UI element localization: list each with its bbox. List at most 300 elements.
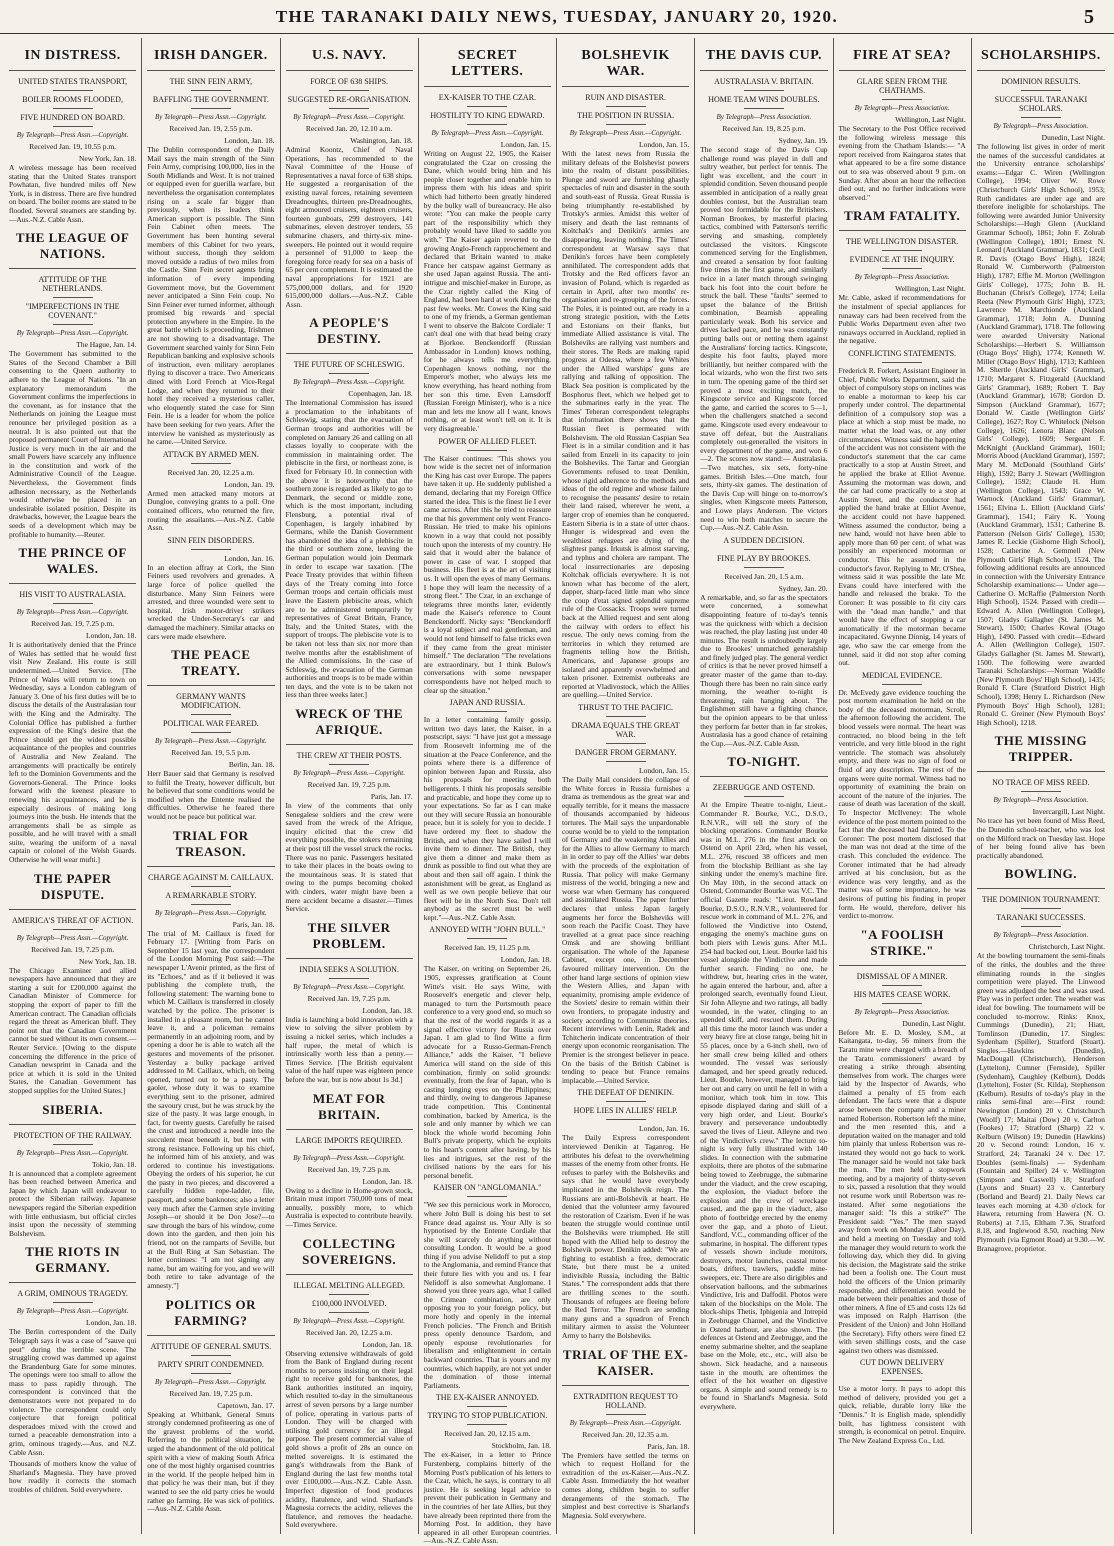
divider — [191, 1355, 231, 1356]
article-headline: BOWLING. — [1004, 866, 1077, 882]
article-subheading: LARGE IMPORTS REQUIRED. — [295, 1135, 403, 1145]
divider — [606, 761, 646, 762]
article-headline: "A FOOLISH STRIKE." — [860, 926, 944, 958]
article-body: Thousands of mothers know the value of Sharland's Magnesia. They have proved how readily it corrects the stomach troubles of children. Sold everywhere. — [9, 1459, 137, 1494]
article-subheading: NO TRACE OF MISS REED. — [992, 778, 1090, 788]
divider — [191, 886, 231, 887]
article-headline: IN DISTRESS. — [24, 48, 121, 63]
article-body: The ex-Kaiser, in a letter to Prince Furstenberg, complains bitterly of the Morning Post's publication of his letters to the Czar, which, he says, is contrary to all justice. He is seeking legal advice to prevent their publication in Germany and in the countries of her late Allies, but they have already been reprinted there from the Morning Post. In addition, they have appeared in all other European countries.—Aus.-N.Z. Cable Assn. — [423, 1450, 551, 1546]
article-headline: THE PEACE TREATY. — [171, 647, 251, 679]
divider — [882, 1380, 922, 1381]
received-time: Received Jan. 20, 1.5 a.m. — [724, 571, 804, 581]
article-body: Before Mr. E. D. Mosley, S.M., at Kaitangata, to-day, 56 miners from the Taratu mine were charged with a breach of the Taratu commissioners' award by creating a strike through absenting themselves from work. The charges were laid by the Inspector of Awards, who claimed a penalty of £5 from each defendant. The facts were that a dispute arose between the company and a miner named Robertson. Robertson left the mine, and the men resented this, and a deputation waited on the manager and told him plainly that unless Robertson was re-instated they would not go back to work. The manager said he would not take back the man. The men held a stopwork meeting, and by a majority of thirty-seven to six, passed a resolution that they would not resume work until Robertson was re-instated. After some negotiations the manager said: "Is this a strike?" The President said: "Yes." The men stayed away from work on Monday (Labor Day), and held a meeting on Tuesday and told the manager they would return to work the following day, which they did. In giving his decision, the Magistrate said the strike had been a foolish one. The Court must hold the officers of the Union primarily responsible, and differentiation would be made between their penalties and those of other miners. A fine of £5 and costs 12s 6d was imposed on Ralph Harrison (the President of the Union) and John Holland (the Secretary). Fifty others were fined £2 with seven shillings costs, and the case against two others was dismissed. — [838, 1027, 966, 1355]
article-subheading: ATTACK BY ARMED MEN. — [162, 449, 259, 459]
article-subheading: A GRIM, OMINOUS TRAGEDY. — [17, 1289, 128, 1299]
dateline: London, Jan. 18. — [86, 631, 137, 641]
article-headline: SIBERIA. — [42, 1101, 103, 1117]
article — [977, 48, 1105, 727]
divider — [9, 1124, 136, 1125]
article — [562, 1347, 689, 1521]
divider — [9, 909, 136, 910]
divider — [562, 86, 689, 87]
article-body: At the Empire Theatre to-night, Lieut.-Commander R. Bourke, V.C., D.S.O., R.N.V.R., will tell the story of the blocking operations. Commander Bourke was in M.L. 276 in the first attack on Ostend on April 23rd, when his vessel, M.L. 276, rescued 38 officers and men from the blockship Brilliant as she lay sinking under the enemy's machine fire. On May 10th, in the second attack on Ostend, Commander Bourke was V.C. The official Gazette reads: "Lieut. Rowland Bourke, D.S.O., R.N.V.R., volunteered for rescue work in command of M.L. 276, and followed the Vindictive into Ostend, engaging the enemy's machine guns on both piers with Lewis guns. After M.L. 254 had backed out, Lieut. Bourke laid his vessel alongside the Vindictive and made further search. Finding no one, he withdrew, but, hearing cries in the water, he again entered the harbour, and, after a prolonged search, eventually found Lieut. Sir John Alleyne and two ratings, all badly wounded, in the water, clinging to an upended skiff, and rescued them. During all this time the motor launch was under a very heavy fire at close range, being hit in 55 places, once by a 6-inch shell, two of her small crew being killed and others wounded. The vessel was seriously damaged, and her speed greatly reduced. Lieut. Bourke, however, managed to bring her out and carry on until he fell in with a monitor, which took him in tow. This episode displayed daring and skill of a very high order, and Lieut. Bourke's bravery and perseverance undoubtedly saved the lives of Lieut. Alleyne and two of the Vindictive's crew." The lecture to-night is very fully illustrated with 140 slides. In connection with the submarine exploits, there are photos of the submarine being towed to Zeebrugge, the submarine under the viaduct, and the crew escaping, the explosion, the viaduct before the explosion and the crew of wreckage caused, and the gap in the viaduct, also photo of footbridge erected by the enemy over the gap, and a photo of Lieut. Sandford, V.C., commanding officer of the submarine, in hospital. The different types of vessels shown include monitors, destroyers, motor launches, coastal motor boats, drifters, trawlers, paddle mine-sweepers, etc. There are also dirigibles and observation balloons, and the submarines Vindictive, Iris and Daffodil. Photos were taken of the blockships on the Mole. The block-ships Thetis, Iphigenia and Intrepid in Zeebrugge Channel, and the Vindictive in Ostend harbour, are also shown. The defences at Ostend and Zeebrugge, and the enemy submarine shelter, and the seaplane base on the Mole, etc., etc., will also be shown. Sick headache, and a nauseous taste in the mouth, are oftentimes the effect of the hot weather on digestive organs. A simple and sound remedy is to be found in Sharland's Magnesia. Sold everywhere. — [700, 800, 828, 1411]
divider — [839, 230, 966, 231]
received-time: Received Jan. 19, 8.25 p.m. — [722, 124, 806, 133]
divider — [286, 1274, 413, 1275]
article — [424, 1393, 551, 1546]
article-headline: FIRE AT SEA? — [853, 48, 952, 63]
divider — [329, 373, 369, 374]
article-body: The second stage of the Davis Cup challenge round was played in dull and sultry weather, but perfect for tennis. The light was excellent, and the court in splendid condition. Seven thousand people assembled in anticipation of a really great doubles contest, but the Australian team proved too formidable for the Britishers. Norman Brookes, by masterful placing tactics, combined with Patterson's terrific serving and smashing, completely outclassed the visitors. Kingscote commenced serving for the Englishmen, and created a sensation by foot faulting five times in the first game, and similarly twice in a later match through swinging back his foot into the court before he struck the ball. These "faults" seemed to upset the balance of the British combination, Beamish appealing particularly weak. Both his service and drives lacked pace, and he was constantly putting balls out or netting them against the Australians' forcing tactics. Kingscote, despite his foot faults, played more brilliantly, but neither compared with the local wizards, who won the first two sets in turn. The opening game of the third set proved a most exciting match, the Kingscote service and Kingscote forced the game, and carried the scores to 5—1, when the challengers snatched a second game. Kingscote used every endeavour to stave off defeat, but the Australians completely out-generalled the visitors in every department of the game, and won 6—2. The scores now stand:— Australasia.—Two matches, six sets, forty-nine games. British Isles.—One match, four sets, thirty-six games. The destination of the Davis Cup will hinge on to-morrow's singles, when Kingscote meets Patterson, and Lowe plays Anderson. The victors need to win both matches to secure the Cup.—Aus.-N.Z. Cable Assn. — [700, 145, 828, 533]
article-subheading: THE WELLINGTON DISASTER. — [845, 237, 959, 247]
article — [562, 1088, 689, 1340]
article-headline: THE MISSING TRIPPER. — [994, 733, 1088, 765]
dateline: Sydney, Jan. 19. — [778, 136, 828, 145]
wire-credit: By Telegraph—Press Assn.—Copyright. — [16, 1148, 129, 1157]
article — [286, 48, 413, 309]
divider — [700, 776, 827, 777]
divider — [286, 353, 413, 354]
divider — [53, 1302, 93, 1303]
divider — [882, 362, 922, 363]
article-subheading: RUIN AND DISASTER. — [585, 93, 666, 102]
article-body: The following list gives in order of merit the names of the successful candidates at the University entrance scholarships' exams:—Edgar C. Wiren (Wellington College), 1994; Oliver W. Rowe (Christchurch Girls' High School), 1953; Ruth candidates are under age and are therefore ineligible for scholarships. The following were awarded Junior University Scholarships:—Hugh Glenn (Auckland Grammar School), 1861; John F. Zohrab (Wellington College), 1801; Ernest N. Leonard (Auckland Grammar), 1831; Cecil R. Davis (Otago Boys' High), 1824; Ronald W. Cumberworth (Palmerston High), 1787; Effie M. Morton (Wellington Girls' College), 1775; John B. H. Buchanan (Christ's College), 1774; Leila Reeta (New Plymouth Girls' High), 1723; Lawrence M. Marchionde (Auckland Grammar), 1718; John A. Dunning (Auckland Grammar), 1718. The following were awarded University National Scholarships:—Herbert S. Williamson (Otago Boys' High), 1774; Kenneth W. Miller (Otago Boys' High), 1713; Kathleen M. Shertle (Auckland Girls' Grammar), 1710; Margaret S. Fitzgerald (Auckland Girls' Grammar), 1689; Robert T. Bay (Auckland Grammar), 1678; Gordon D. Simpson (Auckland Grammar), 1677; Donald W. Castle (Wellington Girls' College), 1627; Roy C. Whitelock (Nelson College), 1626; Lenora Blanc (Nelson Girls' College), 1609; Sergeant F. McKnight (Auckland Grammar), 1601; Morris Abood (Auckland Grammar), 1597; Mary M. McDonald (Southland Girls' High), 1592; Barry J. Stewart (Wellington College), 1592; Claude H. Hum (Wellington College), 1543; Grace W. Warnock (Auckland Girls' Grammar), 1561; Elvina L. Elliott (Auckland Girls' Grammar), 1541; Fairy K. Young (Auckland Grammar), 1531; Catherine B. Patterson (Nelson Girls' College), 1530; James R. Leckie (Gisborne High School), 1528; Catherine A. Gemmell (New Plymouth Girls' High School), 1524. The following additional results are announced in connection with the University Entrance Scholarship examinations:— Under age—Catherine O. McRaffie (Palmerston North High School), 1524. Passed with credit—Edward A. Allen (Wellington College), 1507; Gladys Gallagher (St. James M. Stewart), 1500; Charles Kowal (Otago High), 1490. Passed with credit—Edward A. Allen (Wellington College), 1507. Gladys Gallagher (St. James M. Stewart), 1500. The following were awarded Taranaki Scholarships:—Norman Waddle (New Plymouth Boys' High School), 1435; Ronald F. Clare (Stratford District High School), 1398; Henry L. Richardson (New Plymouth Boys' High School), 1281; Ronald C. Greiner (New Plymouth Boys' High School), 1218. — [976, 142, 1106, 727]
article — [700, 48, 827, 533]
article-subheading: ILLEGAL MELTING ALLEGED. — [293, 1280, 405, 1290]
article-headline: TRAM FATALITY. — [843, 208, 961, 224]
article — [286, 920, 413, 1085]
dateline: Invercargill, Last Night. — [1032, 807, 1105, 817]
wire-credit: By Telegraph—Press Assn.—Copyright. — [155, 1377, 267, 1386]
article-body: India is launching a bold innovation with a view to solving the silver problem by issuing a nickel series, which includes a half rupee, the metal of which is intrinsically worth less than a penny.—Times Service. [The British equivalent value of the half rupee was eighteen pence before the war, but is now about 1s 3d.] — [285, 1014, 413, 1084]
divider — [882, 684, 922, 685]
article-subheading: JAPAN AND RUSSIA. — [449, 698, 526, 708]
article-body: Mr. Cable, asked if recommendations for the instalment of special appliances for runaway cars had been received from the Public Works Department even after two runaways occurred in Auckland, replied in the negative. — [838, 293, 966, 346]
article-body: Owing to a decline in Home-grown stock, Britain must import 750,000 tons of meat annually, possibly more, to which Australia is expected to contribute heavily.—Times Service. — [285, 1185, 413, 1229]
column-1 — [4, 38, 142, 1534]
article — [9, 1244, 136, 1457]
divider — [53, 297, 93, 298]
article-body: The International Commission has issued a proclamation to the inhabitants of Schleswig, stating that the evacuation of German troops and authorities will be completed on January 26 and calling on all classes loyally to cooperate with the commission in maintaining order. The plebiscite in the first, or northeast zone, is fixed for February 10. In connection with the above it is noteworthy that the southern zone is regarded as likely to go to Denmark, the second or middle zone, which is the most important, including Flensburg, a potential rival of Copenhagen, is largely inhabited by Germans, while the Danish Government has abandoned the idea of a plebiscite in the third or southern zone, leaving the German population would join Denmark in order to escape war taxation. [The Peace Treaty provides that within fifteen days of the Treaty coming into force German troops and certain officials must leave the Eastern plebiscite areas, which are to be administered temporarily by representatives of Great Britain, France, Italy, and the United States, with the support of troops. The plebiscite vote is to be taken not less than six nor more than twelve months after the establishment of the Allied commissions. In the case of Schleswig, the evacuation of the German authorities and troops is to be made within ten days, and the vote is to be taken not less than three weeks later.] — [285, 398, 413, 700]
page-number: 5 — [1084, 6, 1094, 28]
article — [839, 671, 966, 921]
article-headline: THE DAVIS CUP. — [705, 48, 823, 63]
dateline: London, Jan. 16. — [639, 1124, 690, 1134]
article-body: At the bowling tournament the semi-finals of the rinks, the doubles and the three eliminating rounds in the singles competition were played. The Linwood green was adjudged the best and was used. Play was in perfect order. The weather was ideal for bowling. The tournament will be concluded to-morrow. Rinks: Knox, Cummings (Dunedin), 21; Hiatt, Tomlinson (Dunedin, 17. Singles: Sydenham (Spiller), Stratford (Stuart). Singles.—Hawkins (Dunedin), MacDougall (Christchurch), Henderson (Lyttelton), Cumner (Fernside), Spiller (Sydenham), Caughley (Kelburn), Dodds (Lyttelton), Foster (St. Kilda), Stephenson (Kelburn). Results of to-day's play in the rinks semi-final are:—First round: Newington (London) 20 v. Christchurch (Woolf) 17; Maitai (Dow) 20 v. Carlton (Fookes) 17; Stratford (Sharp) 22 v. Kelburn (Wilson) 19; Dunedin (Hawkins) 20 v. Second round: London, 16 v. Stratford, 24; Taranaki 24 v. Dec 17. Doubles (semi-finals) — Sydenham (Fountain and Spiller) 24 v. Wellington (Simpson and Caswell) 18; Stratford (Lyons and Stuart) 23 v. Canterbury (Borland and Beard) 21. Daily News car leaves each morning at 4.30 o'clock for Hawera, returning from Hawera (N. O. Roberts) at 7.15, Eltham 7.36, Stratford 8.18, and Inglewood 8.50, reaching New Plymouth (via Egmont Road) at 9.30.—W. Branagrove, proprietor. — [976, 951, 1105, 1253]
article — [839, 927, 966, 1356]
wire-credit: By Telegraph—Press Association. — [854, 273, 950, 282]
article — [424, 698, 551, 922]
article-headline: COLLECTING SOVEREIGNS. — [302, 1235, 397, 1267]
article — [977, 733, 1105, 860]
masthead — [0, 0, 1114, 34]
dateline: London, Jan. 15. — [639, 766, 690, 775]
column-3 — [281, 38, 419, 1534]
article — [700, 536, 827, 749]
dateline: Stockholm, Jan. 18. — [491, 1441, 551, 1451]
divider — [191, 1373, 231, 1374]
article-body: In view of the comments that only Senegalese soldiers and the crew were saved from the wreck of the Afrique, inquiry elicited that the crew did everything possible, the stokers remaining at their post till the vessel struck the rocks. There was no panic. Passengers hesitated to take their places in the boats owing to the mountainous seas. It is stated that owing to the pumps becoming choked with cinders, water might have been a mere accident became a disaster.—Times Service. — [285, 801, 413, 914]
wire-credit: By Telegraph—Press Assn.—Copyright. — [16, 933, 129, 942]
divider — [191, 90, 231, 91]
wire-credit: By Telegraph—Press Assn.—Copyright. — [155, 908, 267, 917]
wire-credit: By Telegraph—Press Assn.—Copyright. — [155, 113, 267, 121]
article-headline: U.S. NAVY. — [312, 48, 387, 63]
article-subheading: THE EX-KAISER ANNOYED. — [435, 1393, 539, 1403]
article-subheading: FORCE OF 638 SHIPS. — [310, 77, 389, 86]
article-subheading: POLITICAL WAR FEARED. — [162, 719, 259, 729]
wire-credit: By Telegraph—Press Association. — [716, 113, 812, 121]
article-subheading: BOILER ROOMS FLOODED, — [22, 95, 123, 104]
wire-credit: By Telegraph—Press Association. — [854, 1007, 950, 1016]
article-subheading: HOPE LIES IN ALLIES' HELP. — [573, 1106, 678, 1116]
article-subheading: CONFLICTING STATEMENTS. — [848, 348, 957, 358]
divider — [467, 711, 507, 712]
article-headline: SCHOLARSHIPS. — [981, 48, 1101, 63]
article-subheading: AUSTRALASIA V. BRITAIN. — [714, 77, 814, 86]
column-5 — [557, 38, 695, 1534]
divider — [53, 1144, 93, 1145]
article-headline: TRIAL FOR TREASON. — [173, 827, 249, 859]
received-time: Received Jan. 20, 12.10 a.m. — [305, 124, 393, 133]
divider — [1021, 926, 1061, 927]
divider — [53, 929, 93, 930]
article-subheading: DOMINION RESULTS. — [1001, 77, 1081, 86]
article-subheading: DRAMA EQUALS THE GREAT WAR. — [571, 721, 680, 739]
divider — [467, 1406, 507, 1407]
article-subheading: DISMISSAL OF A MINER. — [856, 971, 948, 981]
article-subheading: FIVE HUNDRED ON BOARD. — [20, 113, 125, 122]
divider — [1021, 908, 1061, 909]
dateline: London, Jan. 18. — [362, 1176, 413, 1186]
article-body: Admiral Koontz, Chief of Naval Operations, has recommended to the Naval Committee of the House of Representatives a naval force of 638 ships. He suggested a reorganisation of the existing naval forces, retaining seventeen Dreadnoughts, thirteen pre-Dreadnoughts, eight armoured cruisers, eighteen cruisers, fourteen gunboats, 299 destroyers, 141 submarines, eleven destroyer tenders, 55 submarine chasers, and thirty-six mine-sweepers. He pointed out it would require a personnel of 91,000 to keep the foregoing force ready for sea on a basis of 65 per cent complement. It is estimated the naval appropriations for 1921 are 575,000,000 dollars, and for 1920 615,000,000 dollars.—Aus.-N.Z. Cable Assn. — [285, 145, 413, 309]
article-subheading: THE CREW AT THEIR POSTS. — [296, 751, 402, 761]
article-body: The Government has submitted to the States of the Second Chamber a Bill consenting to the Queen authority to adhere to the League of Nations. "In an explanatory memorandum the Government confirms the imperfections in the covenant, as for instance that the Netherlands on joining the League must renounce her privileged position as a neutral. It is also pointed out that the proposed permanent Court of International Justice is very much in the air and the small Powers have scarcely any influence in the constitution and work of the Administrative Council of the League. Nevertheless, the Government finds adhesion necessary, as the Netherlands would otherwise be placed in an undesirable isolated position. Despite its drawbacks, however, the League bears the seeds of a development which may be profitable to humanity.—Reuter. — [9, 349, 137, 539]
divider — [191, 108, 231, 109]
article-subheading: EXTRADITION REQUEST TO HOLLAND. — [573, 1391, 678, 1410]
article-subheading: HIS VISIT TO AUSTRALASIA. — [19, 590, 126, 600]
article-body: Speaking at Whitbank, General Smuts strongly condemned profiteering as one of the gravest problems of the world. Referring to the political situation, he urged the abandonment of the old political spirit with a view of making South Africa one of the most highly organised countries in the world. If the people helped him in that policy he was their man, but if they wanted to see the old party cries he would rather go farming. He was sick of politics.—Aus.-N.Z. Cable Assn. — [147, 1409, 275, 1514]
article — [9, 1460, 136, 1494]
article-subheading: SUGGESTED RE-ORGANISATION. — [287, 95, 411, 104]
article-subheading: UNITED STATES TRANSPORT, — [18, 77, 128, 86]
wire-credit: By Telegraph—Press Assn.—Copyright. — [293, 769, 405, 778]
received-time: Received Jan. 19, 11.25 p.m. — [444, 943, 531, 953]
article — [839, 349, 966, 668]
article-subheading: TARANAKI SUCCESSES. — [996, 913, 1086, 923]
article-headline: BOLSHEVIK WAR. — [581, 48, 670, 79]
divider — [882, 99, 922, 100]
dateline: London, Jan. 18. — [86, 1318, 137, 1328]
article-subheading: A SUDDEN DECISION. — [723, 535, 805, 545]
divider — [9, 70, 136, 71]
article — [147, 48, 274, 447]
dateline: London, Jan. 18. — [500, 955, 551, 965]
dateline: Dunedin, Last Night. — [902, 1018, 966, 1028]
dateline: Christchurch, Last Night. — [1028, 942, 1105, 952]
article-headline: THE RIOTS IN GERMANY. — [25, 1244, 121, 1276]
dateline: London, Jan. 18. — [362, 1005, 413, 1015]
divider — [1021, 791, 1061, 792]
dateline: London, Jan. 16. — [224, 553, 275, 563]
dateline: London, Jan. 15. — [639, 140, 690, 149]
dateline: Tokio, Jan. 18. — [91, 1159, 137, 1169]
divider — [606, 1414, 646, 1415]
divider — [882, 268, 922, 269]
article-subheading: THE DOMINION TOURNAMENT. — [981, 895, 1100, 905]
divider — [329, 108, 369, 109]
article-body: No trace has yet been found of Miss Reed, the Dunedin school-teacher, who was lost on the Milford track on Tuesday last. Hope of her being found alive has been practically abandoned. — [976, 816, 1105, 860]
dateline: Wellington, Last Night. — [895, 284, 966, 294]
article-subheading: SINN FEIN DISORDERS. — [167, 535, 255, 545]
article-headline: POLITICS OR FARMING? — [165, 1296, 257, 1328]
divider — [147, 866, 274, 867]
wire-credit: By Telegraph—Press Assn.—Copyright. — [293, 378, 405, 387]
dateline: London, Jan. 15. — [500, 140, 551, 149]
article-headline: TRIAL OF THE EX-KAISER. — [562, 1346, 689, 1378]
dateline: London, Jan. 18. — [362, 1339, 413, 1349]
article-body: A wireless message has been received stating that the United States transport Powhatan, five hundred miles off New York, is in distress. There are five hundred on board. The boiler rooms are stated to be flooded. Several steamers are standing by.—Aus.-N.Z. Cable Assn. — [9, 163, 137, 224]
article-body: The Daily Express correspondent interviewed Denikin at Taganrog. He attributes his defeat to the overwhelming masses of the enemy from other fronts. He refuses to parley with the Bolsheviks and says that he would have everybody implicated in the Bolshevik reign. The Russians are anti-Bolshevik at heart. He denied that the volunteer army favoured the restoration of Czarism. Even if he was beaten the struggle would continue until the Bolsheviks were triumphed. He still hoped with the Allied help to destroy the Bolshevik power. Denikin added: "We are fighting to establish a free, democratic State, but there must be a united indivisible Russia, including the Baltic States." The correspondent adds that there are thrilling scenes to the south. Thousands of refugees are fleeing before the Red Terror. The French are sending many guns and a squadron of French military airmen to assist the Volunteer Army to harry the Bolsheviks. — [562, 1133, 690, 1341]
article-headline: THE LEAGUE OF NATIONS. — [15, 230, 130, 262]
wire-credit: By Telegraph—Press Association. — [854, 104, 950, 112]
article-subheading: THE FUTURE OF SCHLESWIG. — [293, 360, 405, 370]
divider — [882, 250, 922, 251]
article — [147, 647, 274, 822]
article-subheading: ATTITUDE OF THE NETHERLANDS. — [38, 275, 107, 294]
article-subheading: MEDICAL EVIDENCE. — [862, 670, 943, 680]
article — [147, 1297, 274, 1514]
article-body: Writing on August 22, 1905, the Kaiser congratulated the Czar on crossing the Dane, which would bring him and his people closer together and enable him to impress them with his ideas and spirit which had hitherto been greatly hindered by the bulky wall of bureaucracy. He also wrote: "You can make the people carry part of the responsibility which they probably would have liked to saddle you with." The Kaiser again reverted to the growing Anglo-French rapprochement and declared that Britain wanted to make France her catspaw against Germany as she used Japan against Russia. The anti-intrigue and mischief-maker in Europe, as the Czar rightly called the King of England, had been hard at work during the past few weeks. Mr. Cowes the King said to one of my friends, a German gentleman I went to observe the Balcote Cordiale: 'I can't deal one with that head being crazy at Bjorkoe. Benckendorff (Russian Ambassador in London) knows nothing, for he always tells me everything. Copenhagen knows nothing, nor the Emperor's mother, who always lets me know everything, has heard nothing from her son this time. Even Lamsdorff (Russian Foreign Minister), who is a nice man and lets me know all I want, knows nothing, or at least won't tell on it. It is very disagreeable.' — [423, 149, 551, 433]
received-time: Received Jan. 20, 12.25 a.m. — [167, 467, 255, 477]
article-body: The Kaiser continues: "This shows you how wide is the secret net of information the King has cast over Europe. The papers have taken it up. He suddenly published a demand, declaring that my Foreign Office started the idea. This is the finest lie I ever came across. After this he tried to reassure me that his government only went Franco-Russian. He tried to make his opinions known in a way that could not possibly touch upon the interests of my country. He said that it would alter the balance of power in case of war. I stopped that business. His fleet is at the art of visiting us. It will open the eyes of many Germans. I hope they will learn the necessity of a strong fleet." The Czar, in an exchange of telegrams three months later, evidently made the Kaiser's reference to Count Benckendorff. Nicky says: "Benckendorff is a loyal subject and real gentleman, and would not lend himself to false tricks even if they came from the great minister himself." The declaration "The revelations are extraordinary, but I think Bulow's conversations with some newspaper correspondents have not helped much to clear up the situation." — [423, 453, 551, 695]
wire-credit: By Telegraph—Press Assn.—Copyright. — [293, 1316, 405, 1325]
article — [977, 866, 1105, 1253]
article-subheading: FINE PLAY BY BROOKES. — [716, 553, 811, 563]
dateline: Capetown, Jan. 17. — [217, 1400, 275, 1410]
article-subheading: ZEEBRUGGE AND OSTEND. — [712, 783, 815, 793]
article-headline: THE PRINCE OF WALES. — [18, 545, 127, 577]
wire-credit: By Telegraph—Press Assn.—Copyright. — [431, 129, 544, 137]
divider — [191, 732, 231, 733]
article-body: It is authoritatively denied that the Prince of Wales has settled that he would first visit New Zealand. His route is still undetermined.—United Service. [The Prince of Wales will return to town on Wednesday, says a London cablegram of January 3. One of his first duties will be to discuss the details of the Australasian tour with the King and the Admiralty. The Colonial Office has published a further expression of the King's desire that the Prince should get the widest possible acquaintance of the peoples and countries of Australia and New Zealand. The arrangements will practically be entirely left to the Dominion Governments and the Governors-General. The Prince looks forward with the keenest pleasure to renewing his acquaintances, and he is especially desirous of making long journeys into the bush. He intends that the arrangements shall be as simple as possible, and he will travel with a small suite, wearing the uniform of a naval captain or colonel of the Welsh Guards. Otherwise he will wear mufti.] — [9, 640, 137, 865]
dateline: Paris, Jan. 17. — [370, 792, 413, 802]
divider — [329, 764, 369, 765]
article — [286, 706, 413, 914]
article — [147, 536, 274, 641]
article-body: "We see this pernicious work in Morocco, where John Bull is doing his best to set France dead against us. Your Ally is so hypnotised by the Entente Cordiale that she will scarcely do anything without consulting London. It would be a good thing if you advise Nelidoff to put a stop to the Anglomania, and remind France that their future lies with you and us. I fear Nelidoff is also somewhat Anglomane. I showed you three years ago, what I called the Crimean combination, are only opposing you to your foreign policy, but more hotly and openly in the internal French policies. "The French and British press openly denounce Tsardom, and openly espouse revolutionaries for liberalism and enlightenment in certain backward countries. That is yours and my countries, which happily, are not yet under the domination of those internal Parliaments. — [423, 1200, 551, 1390]
received-time: Received Jan. 19, 7.25 p.m. — [307, 993, 391, 1003]
article-subheading: SUCCESSFUL TARANAKI SCHOLARS. — [994, 95, 1088, 113]
divider — [700, 70, 827, 71]
wire-credit: By Telegraph—Press Assn.—Copyright. — [569, 129, 682, 137]
divider — [147, 685, 274, 686]
divider — [882, 985, 922, 986]
divider — [977, 771, 1105, 772]
page-columns — [4, 38, 1110, 1546]
article — [839, 48, 966, 202]
dateline: Paris, Jan. 18. — [647, 1441, 690, 1451]
divider — [1021, 117, 1061, 118]
article-subheading: DANGER FROM GERMANY. — [574, 748, 677, 757]
article — [286, 315, 413, 700]
divider — [147, 70, 274, 71]
article-subheading: THE DEFEAT OF DENIKIN. — [577, 1088, 674, 1098]
article — [9, 230, 136, 539]
wire-credit: By Telegraph—Press Assn.—Copyright. — [16, 1307, 129, 1316]
article-subheading: ATTITUDE OF GENERAL SMUTS. — [150, 1341, 272, 1351]
divider — [839, 70, 966, 71]
article-subheading: PROTECTION OF THE RAILWAY. — [13, 1130, 132, 1140]
dateline: Copenhagen, Jan. 18. — [348, 389, 413, 399]
article-body: The Secretary to the Post Office received the following wireless message this evening from the Chatham Islands:— "A report received from Kaingaroa states that what appeared to be a fire some distance out to sea was observed about 9 p.m. on Sunday. After about an hour the reflection died out, and no further indications were observed." — [838, 124, 966, 202]
dateline: London, Jan. 18. — [224, 136, 275, 145]
received-time: Received Jan. 19, 2.55 p.m. — [169, 124, 253, 133]
article — [424, 1183, 551, 1390]
article — [839, 1358, 966, 1445]
divider — [191, 714, 231, 715]
article — [562, 48, 689, 700]
article-subheading: CHARGE AGAINST M. CAILLAUX. — [148, 872, 274, 882]
divider — [286, 1129, 413, 1130]
divider — [606, 1101, 646, 1102]
article-headline: THE PAPER DISPUTE. — [33, 870, 112, 902]
divider — [329, 1312, 369, 1313]
article-subheading: BAFFLING THE GOVERNMENT. — [152, 95, 269, 104]
divider — [329, 90, 369, 91]
divider — [9, 583, 136, 584]
article-subheading: TRYING TO STOP PUBLICATION. — [427, 1411, 548, 1421]
wire-credit: By Telegraph—Press Assn.—Copyright. — [569, 1418, 682, 1427]
article — [9, 1102, 136, 1239]
divider — [53, 90, 93, 91]
divider — [606, 716, 646, 717]
article-headline: MEAT FOR BRITAIN. — [312, 1090, 386, 1122]
article-subheading: KAISER ON "ANGLOMANIA." — [433, 1183, 542, 1193]
article-headline: A PEOPLE'S DESTINY. — [309, 315, 390, 347]
divider — [329, 1294, 369, 1295]
article-subheading: POWER OF ALLIED FLEET. — [438, 436, 537, 446]
column-4 — [419, 38, 557, 1546]
article-headline: IRISH DANGER. — [153, 48, 268, 63]
received-time: Received Jan. 19, 7.25 p.m. — [31, 619, 115, 629]
received-time: Received Jan. 19, 10.55 p.m. — [29, 142, 117, 151]
article-body: Observing extensive withdrawals of gold from the Bank of England during recent months to persons insisting on their legal right to receive gold for banknotes, the Bank authorities instituted an inquiry, which resulted to-day in the simultaneous arrest of seven persons by a large number of police, operating in various parts of London. They will be charged with utilising gold currency for an illegal purpose. The present commercial value of gold shows a profit of 28s an ounce on melted sovereigns. It is estimated the gang's withdrawals from the Bank of England during the last few months total over £100,000.—Aus.-N.Z. Cable Assn. Imperfect digestion of food produces acidity, flatulence, and wind. Sharland's Magnesia corrects the acidity, relieves the flatulence, and removes the headache. Sold everywhere. — [285, 1348, 413, 1530]
article-subheading: AMERICA'S THREAT OF ACTION. — [12, 915, 134, 925]
newspaper-title: THE TARANAKI DAILY NEWS, TUESDAY, JANUARY 20, 1920. — [275, 6, 839, 26]
received-time: Received Jan. 20, 12.35 a.m. — [582, 1429, 669, 1439]
received-time: Received Jan. 19, 7.25 p.m. — [307, 780, 391, 790]
article-subheading: HOME TEAM WINS DOUBLES. — [708, 95, 820, 104]
article — [286, 1091, 413, 1230]
article-body: The Daily Mail considers the collapse of the White forces in Russia furnishes a drama as tremendous as the great war and equally terrible, for it means the massacre of thousands accompanied by hideous tortures. The Mail says the unpardonable course would be to yield to the temptation of Germany and the weakening Allies and for the Allies to allow Germany to march in in order to pay off the Allies' war debts with the proceeds of the exploitation of Russia. That policy will make Germany mistress of the world, bringing a new and worse war when Germany has conquered and assimilated Russia. The paper further declares that unless Japan largely augments her force the Bolsheviks will soon reach the Pacific Coast. They have travelled at a great pace since reaching Omsk and are showing brilliant organisation. The whole of the Japanese Cabinet, except one, in December favoured military intervention. On the other hand large sections of opinion view the Western Allies, and Japan with equanimity, promising ample evidence of the Soviets' desire to remain within their own frontiers, to propagate industry and society according to Communist theories. Recent interviews with Lenin, Radek and Tchitcherin indicate concentration of their energy upon economic reorganisation. The Premier is the strongest believer in peace. On the basis of the British Cabinet is tending to peace but France remains implacable.—United Service. — [562, 775, 690, 1085]
divider — [286, 958, 413, 959]
divider — [329, 1149, 369, 1150]
article-headline: THE SILVER PROBLEM. — [307, 919, 391, 951]
article-subheading: EVIDENCE AT THE INQUIRY. — [849, 255, 955, 265]
article-subheading: THE POSITION IN RUSSIA. — [577, 111, 675, 120]
article-subheading: GERMANY WANTS MODIFICATION. — [176, 692, 246, 711]
divider — [191, 549, 231, 550]
divider — [882, 1003, 922, 1004]
divider — [744, 549, 784, 550]
article — [147, 828, 274, 1291]
article-subheading: PARTY SPIRIT CONDEMNED. — [157, 1359, 264, 1369]
column-6 — [695, 38, 833, 1534]
article — [286, 1236, 413, 1530]
divider — [744, 90, 784, 91]
divider — [467, 938, 507, 939]
article-body: The Chicago Examiner and allied newspapers have announced that they are starting a suit for £200,000 against the Canadian Minister of Commerce for stopping the export of paper to fill the American contract. The Canadian officials regard the threat as American bluff. They point out that the Canadian Government cannot be sued without its own consent.—Reuter Service. [Owing to the dispute concerning the difference in the price of Canadian newsprint in Canada and the price at which it is sold in the United States, the Canadian Government has stopped supplies for the United States.] — [9, 965, 137, 1095]
divider — [467, 450, 507, 451]
wire-credit: By Telegraph—Press Assn.—Copyright. — [16, 131, 129, 139]
article-subheading: HOSTILITY TO KING EDWARD. — [430, 111, 545, 120]
wire-credit: By Telegraph—Press Association. — [993, 796, 1089, 805]
received-time: Received Jan. 20, 12.25 a.m. — [305, 1327, 393, 1337]
article-headline: WRECK OF THE AFRIQUE. — [295, 706, 404, 738]
wire-credit: By Telegraph—Press Assn.—Copyright. — [16, 329, 129, 338]
article-subheading: CUT DOWN DELIVERY EXPENSES. — [859, 1358, 945, 1377]
article — [9, 871, 136, 1096]
received-time: Received Jan. 19, 7.25 p.m. — [307, 1164, 391, 1174]
article-body: The Dublin correspondent of the Daily Mail says the main strength of the Sinn Fein Army, comprising 100,000, lies in the South Midlands and West. It is not trained or equipped even for guerilla warfare, but nevertheless the organisation contemplates rising on a scale far bigger than previously, when its leaders think American support is possible. The Sinn Fein Cabinet often meets. The Government has been hunting several members of this Cabinet for two years, without success, though they seldom moved outside a radius of two miles from the Castle. Sinn Fein secret agents bring information of every impending Government move, but the Government never anticipated a Sinn Fein coup. No Sinn Feiner ever turned informer, although promised big rewards and special protection anywhere in the Empire. In the great battle which is proceeding, Irishmen are not showing to a disadvantage. The Government searched vainly for Sinn Fein Republican banking and explosive schools of instruction, even military aeroplanes flying to discover a trace. Two Americans dined with Lord French at Vice-Regal Lodge, and when they returned to their hotel they received a mysterious caller, who eloquently stated the case for Sinn Fein. He is a leader for whom the police have been seeking for two years. After the interview he vanished as mysteriously as he came.—United Service. — [147, 145, 275, 447]
dateline: The Hague, Jan. 14. — [76, 340, 137, 350]
divider — [53, 324, 93, 325]
dateline: New York, Jan. 18. — [78, 956, 137, 966]
divider — [286, 70, 413, 71]
divider — [191, 463, 231, 464]
divider — [467, 106, 507, 107]
received-time: Received Jan. 19, 5.5 p.m. — [171, 748, 251, 758]
divider — [562, 1385, 689, 1386]
article — [424, 925, 551, 1180]
wire-credit: By Telegraph—Press Association. — [993, 122, 1089, 130]
dateline: London, Jan. 19. — [224, 479, 275, 489]
article-body: The trial of M. Caillaux is fixed for February 17. [Writing from Paris on September 15 last year, the correspondent of the London Morning Post said:—The newspaper L'Avenir printed, as the first of its "Echoes," and as if it believed it was publishing the complete truth, the following statement: The warning bone to which M. Caillaux is transferred in closely watched by the police. The prisoner is installed in a pleasant room, but he cannot leave it, and a policeman remains permanently in an adjoining room, and by opening a door he is able to watch all the gestures and movements of the prisoner. Yesterday a bulky package arrived addressed to M. Caillaux, which, on being opened, turned out to be a pasty. The gaoler, whose duty it was to examine everything sent to the prisoner, admired the savoury crust, but he was struck by the size of the pasty. It was large enough, in fact, for twenty guests. Carefully he raised the crust and introduced a needle into the succulent meat beneath it, but met with strong resistance. Following up his chief, he informed him of his anxiety, and was ordered to continue his investigations. Obeying the orders of his superior, he cut the pasty in two pieces, and discovered a carefully hidden rope-ladder, file, passport, and some banknotes; also a letter very much after the Carmen style inviting Joseph—or should it be Don Jose?—to saw through the bars of his window, come down into the garden, and then join his friend, not on the ramparts of Seville, but at the Bull Ring at San Sebastian. The letter continues: "I am not signing any name, but am waiting for you, and we will both retire to take advantage of the amnesty."] — [147, 928, 275, 1290]
divider — [53, 108, 93, 109]
article-subheading: THRUST TO THE PACIFIC. — [578, 703, 673, 712]
wire-credit: By Telegraph—Press Assn.—Copyright. — [293, 982, 405, 991]
wire-credit: By Telegraph—Press Assn.—Copyright. — [293, 113, 405, 121]
dateline: Sydney, Jan. 20. — [778, 583, 828, 593]
dateline: Berlin, Jan. 18. — [228, 760, 275, 770]
article-body: Frederick R. Forkert, Assistant Engineer in Chief, Public Works Department, said the object of compulsory stops on inclines was to enable a motorman to keep his car properly under control. The departmental definition of a compulsory stop was a place at which a stop must be made, no matter what the load was, or any other circumstances. Witness said the happening of the accident was not consistent with the conductor's statement that the car came practically to a stop at Austin Street, and he applied the brake at Elliot Avenue. Assuming the motorman was down, and the car had come practically to a stop at Austin Street, and the conductor had applied the hand brake at Elliot Avenue, the accident could not have happened. Witness assumed the conductor, being a new hand, would not have been able to apply more than 60 per cent. of what was possibly an experienced motorman or conductor. This he assumed in the conductor's favor. Replying to Mr. O'Shea, witness said it was possible the late Mr. Evans could have interfered with the handle and released the brake. To the Coroner: It was possible to fit city cars with the "dead man handle," and that would have the effect of stopping a car automatically if the motorman became incapacitated. Gwynne Dinnig, 14 years of age, who saw the car emerge from the tunnel, said it did not stop after coming out. — [838, 365, 966, 668]
article-body: It is announced that a complete agreement has been reached between America and Japan by which Japan will endeavour to protect the Siberian railway. Japanese newspapers regard the Siberian expedition with little enthusiasm, but official circles insist upon the necessity of stemming Bolshevism. — [9, 1168, 137, 1238]
divider — [606, 1119, 646, 1120]
divider — [9, 268, 136, 269]
article-headline: SECRET LETTERS. — [451, 48, 524, 79]
divider — [977, 888, 1105, 889]
divider — [977, 70, 1105, 71]
article — [839, 208, 966, 346]
article-body: The Kaiser, on writing on September 26, 1905, expresses gratification at Count Witte's visit. He says Witte, with Roosevelt's energetic and clever help, managed to turn the Portsmouth peace conference to a very good end, so much so that the rest of the world regards it as a signal effective victory for Russia over Japan. I am glad to find Witte a firm advocate for a Russo-German-French Alliance," adds the Kaiser. "I believe America will stand on the side of this combination, firmly on solid grounds: eventually, from the fear of Japan, who is casting longing eyes on the Philippines; and thirdly, owing to dangerous Japanese trade competition. This Continental combination, backed by America, is the sole and only manner by which we can block the whole world becoming John Bull's private property, which he exploits to his heart's content after having, by his lies and intrigues, set the rest of the civilised nations by the ears for his personal benefit. — [423, 964, 551, 1180]
article-subheading: GLARE SEEN FROM THE CHATHAMS. — [856, 77, 948, 95]
received-time: Received Jan. 19, 7.25 p.m. — [31, 944, 115, 954]
column-8 — [972, 38, 1110, 1534]
divider — [606, 106, 646, 107]
article-subheading: THE SINN FEIN ARMY, — [169, 77, 253, 86]
article-subheading: A REMARKABLE STORY. — [165, 890, 257, 900]
divider — [53, 603, 93, 604]
article-body: Armed men attacked many motors at Dungloe, conveying grants to a poll. One contained officers, who returned the fire, routing the assailants.—Aus.-N.Z. Cable Assn. — [147, 488, 275, 533]
article-body: Use a motor lorry. It pays to adopt this method of delivery, provided you get a quick, reliable, durable lorry like the "Dennis." It is English made, splendidly built, has lightness consistent with strength, is economical on petrol. Enquire. The New Zealand Express Co., Ltd. — [838, 1384, 966, 1445]
article-body: In an election affray at Cork, the Sinn Feiners used revolvers and grenades. A large force of police quelled the disturbance. Many Sinn Feiners were arrested, and three wounded were sent to hospital. Irish motor-driver strikers wrecked the Under-Secretary's car and damaged the machinery. Similar attacks on cars were made elsewhere. — [147, 562, 275, 641]
divider — [606, 124, 646, 125]
divider — [744, 108, 784, 109]
article-body: In a letter containing family gossip, written two days later, the Kaiser, in a postscript, says: "I have just got a message from Roosevelt informing me of the situation at the Peace Conference, and the points where there is a difference of opinion between Japan and Russia, also his proposals for meeting both belligerents. I think his proposals sensible and practicable, and hope they come up to your expectations. So far as I can make out they will secure Russia an honourable peace, but it is solely for you to decide. I have ordered my fleet to shadow the British, and when they have sailed I will invite them to dinner. The British, they give them a dinner and make them as drunk as possible to find out what they are about and then sail off again. I think the astonishment will be great, as England as well as we own people believe that our fleet will be in the North Sea. Don't tell anybody as the secret must be well kept."—Aus.-N.Z. Cable Assn. — [423, 715, 551, 922]
article-body: The Berlin correspondent of the Daily Telegraph says it was a case of "sauve qui peut" during the terrible scene. The struggling crowd was dammed up against the Brandenburg Gate for some minutes. The openings were too small to allow the mass to pass rapidly through. The correspondent is convinced that the demonstrators were not prepared to do violence. The correspondent could only conjecture that foreign political desperadoes mixed with the crowd and turned a peaceable demonstration into a grim, ominous tragedy.—Aus. and N.Z. Cable Assn. — [9, 1327, 137, 1457]
divider — [147, 1335, 274, 1336]
